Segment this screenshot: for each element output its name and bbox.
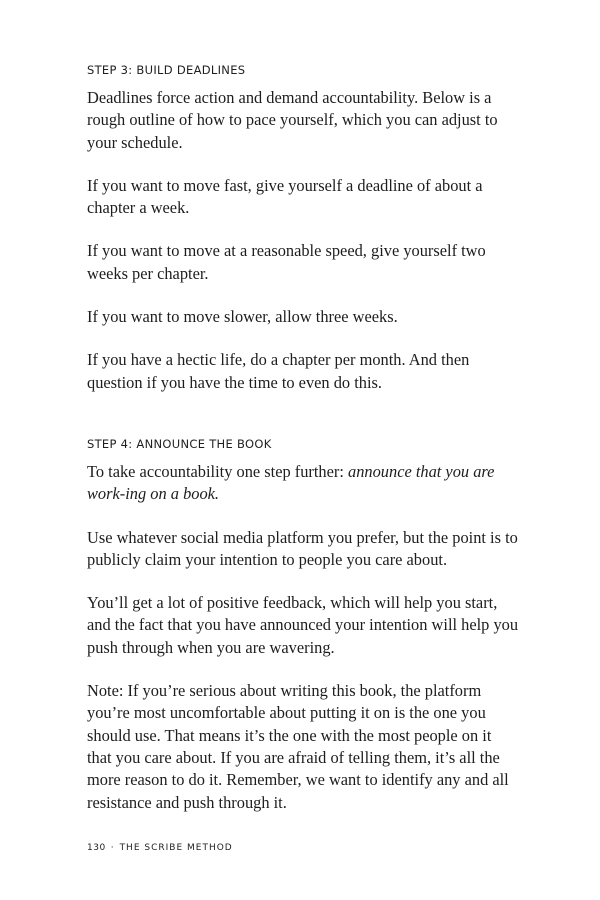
- step-4-intro: [87, 461, 520, 506]
- step-4-paragraph-2: You’ll get a lot of positive feedback, which will help you start, and the fact that you have announced your intention will help you push through when you are wavering.: [87, 593, 519, 657]
- footer-separator: ·: [110, 843, 115, 853]
- step-3-heading: STEP 3: BUILD DEADLINES: [87, 63, 246, 77]
- page-number: 130: [87, 843, 106, 853]
- step-4-paragraph-1: Use whatever social media platform you prefer, but the point is to publicly claim your intention to people you care about.: [87, 527, 518, 569]
- step-4-note: Note: If you’re serious about writing this book, the platform you’re most uncomfortable about putting it on is the one you should use. That means it’s the one with the most people on it that you care about. If you are afraid of telling them, it’s all the more reason to do it. Remember, we want to identify any and all resistance and push through it.: [87, 681, 509, 812]
- step-3-paragraph-3: If you want to move at a reasonable speed, give yourself two weeks per chapter.: [87, 241, 486, 283]
- step-3-paragraph-5: If you have a hectic life, do a chapter per month. And then question if you have the time to even do this.: [87, 350, 470, 392]
- page-footer: [87, 843, 233, 853]
- step-3-paragraph-4: If you want to move slower, allow three weeks.: [87, 307, 398, 327]
- section-spacer: [87, 415, 520, 436]
- step-4-intro-text: To take accountability one step further:: [87, 461, 349, 481]
- book-title: THE SCRIBE METHOD: [119, 843, 233, 853]
- step-3-paragraph-2: If you want to move fast, give yourself a deadline of about a chapter a week.: [87, 175, 483, 218]
- step-4-intro-emphasis: announce that you are work-ing on a book.: [87, 461, 495, 504]
- step-4-heading: STEP 4: ANNOUNCE THE BOOK: [87, 436, 272, 451]
- step-3-paragraph-1: Deadlines force action and demand accountability. Below is a rough outline of how to pace yourself, which you can adjust to your schedule.: [87, 88, 498, 152]
